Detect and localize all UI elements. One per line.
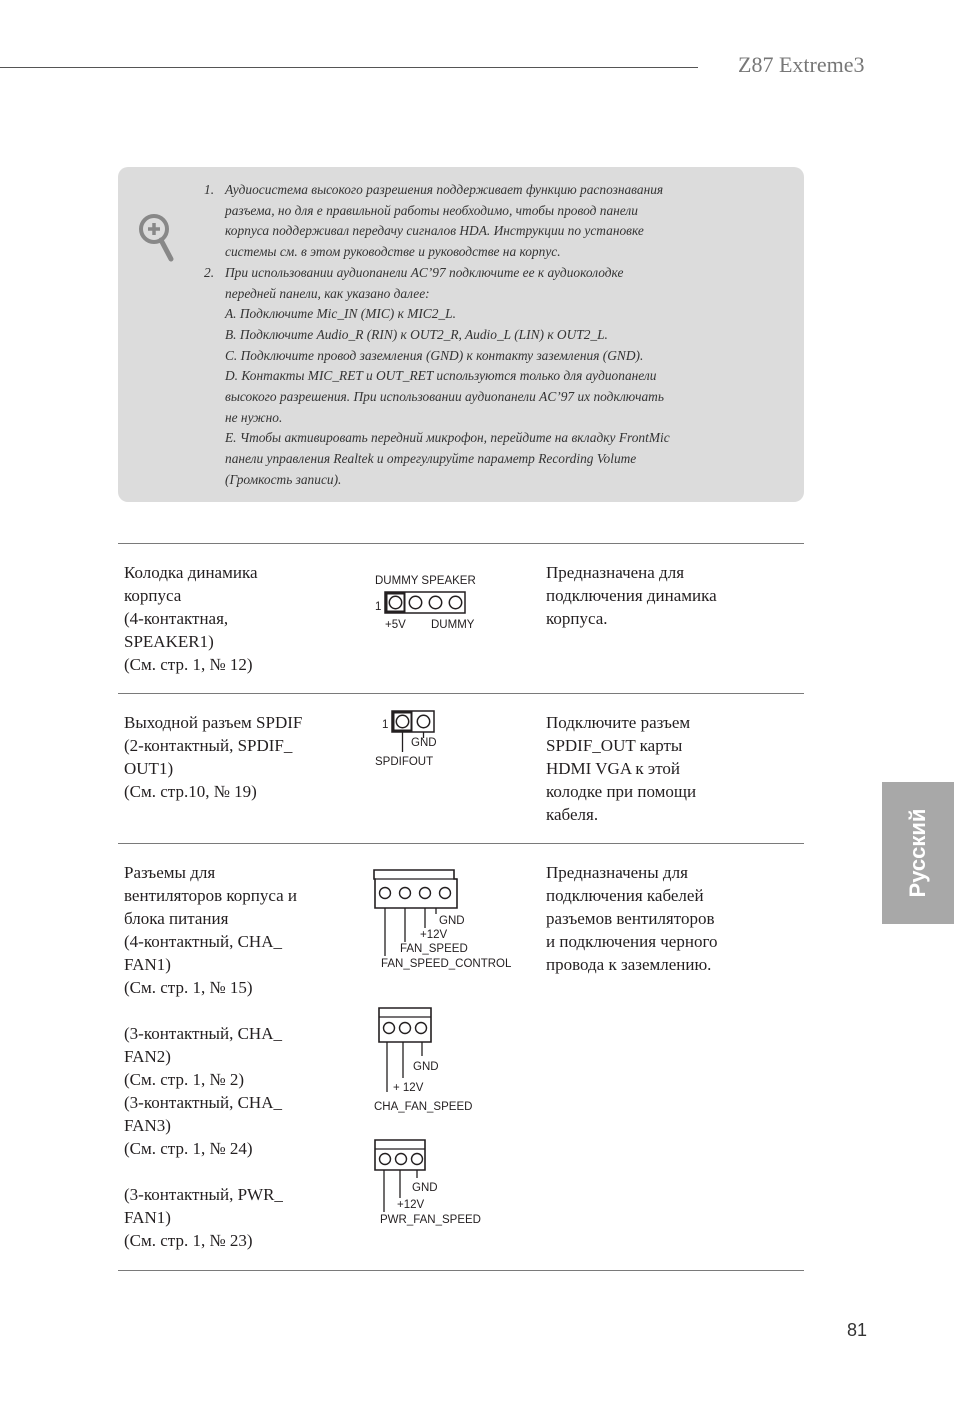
text-line: подключения динамика (546, 586, 717, 605)
text-line: корпуса (124, 586, 182, 605)
text-line: (См. стр. 1, № 2) (124, 1070, 245, 1089)
text-line: (См. стр. 1, № 12) (124, 655, 253, 674)
pin1-label: 1 (375, 601, 382, 613)
pin1-label: 1 (382, 719, 389, 731)
speaker-header-diagram (370, 570, 500, 634)
spdif-header-diagram (370, 708, 470, 770)
note-line: высокого разрешения. При использовании аудиопанели AC’97 их подключать (225, 389, 664, 405)
connector-outline (375, 1140, 425, 1170)
note-line: корпуса поддерживал передачу сигналов HDA. Инструкции по установке (225, 223, 644, 239)
pwr-fan-speed-label: PWR_FAN_SPEED (380, 1214, 481, 1226)
pin (449, 596, 461, 608)
table-rule (118, 1270, 804, 1271)
pin (384, 1023, 395, 1034)
pin (417, 715, 429, 727)
text-line: FAN1) (124, 955, 171, 974)
header-outline (385, 592, 465, 613)
gnd-label: GND (439, 915, 465, 927)
language-side-tab (882, 782, 954, 924)
spdif-header-purpose (546, 711, 761, 826)
gnd-label: GND (412, 1182, 438, 1194)
text-line: разъемов вентиляторов (546, 909, 715, 928)
plus12v-label: +12V (397, 1199, 425, 1211)
note-line: A. Подключите Mic_IN (MIC) к MIC2_L. (225, 306, 456, 322)
pin (380, 888, 391, 899)
plus12v-label: + 12V (393, 1082, 424, 1094)
speaker-header-purpose (546, 561, 761, 630)
note-item-1 (204, 180, 744, 263)
text-line: провода к заземлению. (546, 955, 712, 974)
header-outline (392, 711, 434, 732)
text-line: Предназначена для (546, 563, 685, 582)
fan-headers-description (124, 861, 339, 1252)
text-line: блока питания (124, 909, 229, 928)
text-line: Предназначены для (546, 863, 688, 882)
note-number: 2. (204, 264, 215, 280)
pin (416, 1023, 427, 1034)
note-line: системы см. в этом руководстве и руководстве на корпус. (225, 244, 561, 260)
pin (440, 888, 451, 899)
text-line: FAN2) (124, 1047, 171, 1066)
page-number: 81 (847, 1320, 868, 1340)
cha-fan-speed-label: CHA_FAN_SPEED (374, 1101, 473, 1113)
spacer (124, 1160, 339, 1183)
text-line: (4-контактный, CHA_ (124, 932, 282, 951)
note-line: передней панели, как указано далее: (225, 285, 430, 301)
spdifout-label: SPDIFOUT (375, 756, 434, 768)
note-line: При использовании аудиопанели AC’97 подключите ее к аудиоколодке (225, 264, 624, 280)
gnd-label: GND (411, 737, 437, 749)
text-line: Выходной разъем SPDIF (124, 713, 303, 732)
pin (409, 596, 421, 608)
text-line: (4-контактная, (124, 609, 229, 628)
text-line: FAN3) (124, 1116, 171, 1135)
text-line: (3-контактный, CHA_ (124, 1093, 282, 1112)
plus12v-label: +12V (420, 929, 448, 941)
text-line: подключения кабелей (546, 886, 704, 905)
text-line: SPDIF_OUT карты (546, 736, 683, 755)
note-line: разъема, но для е правильной работы необходимо, чтобы провод панели (225, 202, 638, 218)
connector-outline (379, 1008, 431, 1042)
text-line: Разъемы для (124, 863, 216, 882)
model-title: Z87 Extreme3 (738, 52, 865, 77)
text-line: HDMI VGA к этой (546, 759, 681, 778)
magnifier-plus-icon (137, 212, 177, 262)
text-line: корпуса. (546, 609, 608, 628)
text-line: FAN1) (124, 1208, 171, 1227)
text-line: (См. стр. 1, № 23) (124, 1231, 253, 1250)
pin (420, 888, 431, 899)
note-number: 1. (204, 182, 215, 197)
text-line: вентиляторов корпуса и (124, 886, 298, 905)
note-line: C. Подключите провод заземления (GND) к контакту заземления (GND). (225, 347, 644, 363)
side-tab-label: Русский (905, 808, 930, 898)
header-rule (0, 67, 698, 68)
fan-headers-purpose (546, 861, 761, 976)
spacer (124, 999, 339, 1022)
fan-speed-control-label: FAN_SPEED_CONTROL (381, 958, 512, 970)
pin (400, 888, 411, 899)
spdif-header-description (124, 711, 339, 803)
text-line: колодке при помощи (546, 782, 697, 801)
note-list (204, 180, 744, 491)
fan-4pin-diagram (370, 866, 530, 974)
gnd-label: GND (413, 1061, 439, 1073)
dummy-label: DUMMY (431, 619, 475, 631)
fan-3pin-pwr-diagram (370, 1136, 500, 1228)
note-line: не нужно. (225, 409, 283, 425)
fan-3pin-cha-diagram (370, 1004, 500, 1116)
plus5v-label: +5V (385, 619, 406, 631)
table-rule (118, 843, 804, 844)
note-line: (Громкость записи). (225, 471, 342, 487)
note-line: E. Чтобы активировать передний микрофон, перейдите на вкладку FrontMic (225, 430, 670, 446)
pin (412, 1154, 423, 1165)
text-line: Колодка динамика (124, 563, 258, 582)
text-line: (3-контактный, CHA_ (124, 1024, 282, 1043)
text-line: SPEAKER1) (124, 632, 214, 651)
note-line: Аудиосистема высокого разрешения поддерживает функцию распознавания (225, 182, 664, 197)
text-line: Подключите разъем (546, 713, 691, 732)
text-line: OUT1) (124, 759, 174, 778)
note-line: B. Подключите Audio_R (RIN) к OUT2_R, Audio_L (LIN) к OUT2_L. (225, 326, 608, 342)
pin (396, 715, 408, 727)
text-line: (См. стр.10, № 19) (124, 782, 257, 801)
note-line: D. Контакты MIC_RET и OUT_RET используются только для аудиопанели (225, 368, 657, 384)
speaker-header-description (124, 561, 339, 676)
table-rule (118, 693, 804, 694)
pin (389, 596, 401, 608)
text-line: (См. стр. 1, № 24) (124, 1139, 253, 1158)
connector-outline (374, 870, 457, 908)
pin (380, 1154, 391, 1165)
note-line: панели управления Realtek и отрегулируйте параметр Recording Volume (225, 451, 637, 467)
pin (429, 596, 441, 608)
speaker-top-label: DUMMY SPEAKER (375, 575, 476, 587)
pin (400, 1023, 411, 1034)
text-line: и подключения черного (546, 932, 718, 951)
fan-speed-label: FAN_SPEED (400, 943, 468, 955)
text-line: (3-контактный, PWR_ (124, 1185, 283, 1204)
table-rule (118, 543, 804, 544)
text-line: кабеля. (546, 805, 599, 824)
text-line: (2-контактный, SPDIF_ (124, 736, 293, 755)
note-item-2 (204, 263, 744, 491)
text-line: (См. стр. 1, № 15) (124, 978, 253, 997)
pin (396, 1154, 407, 1165)
